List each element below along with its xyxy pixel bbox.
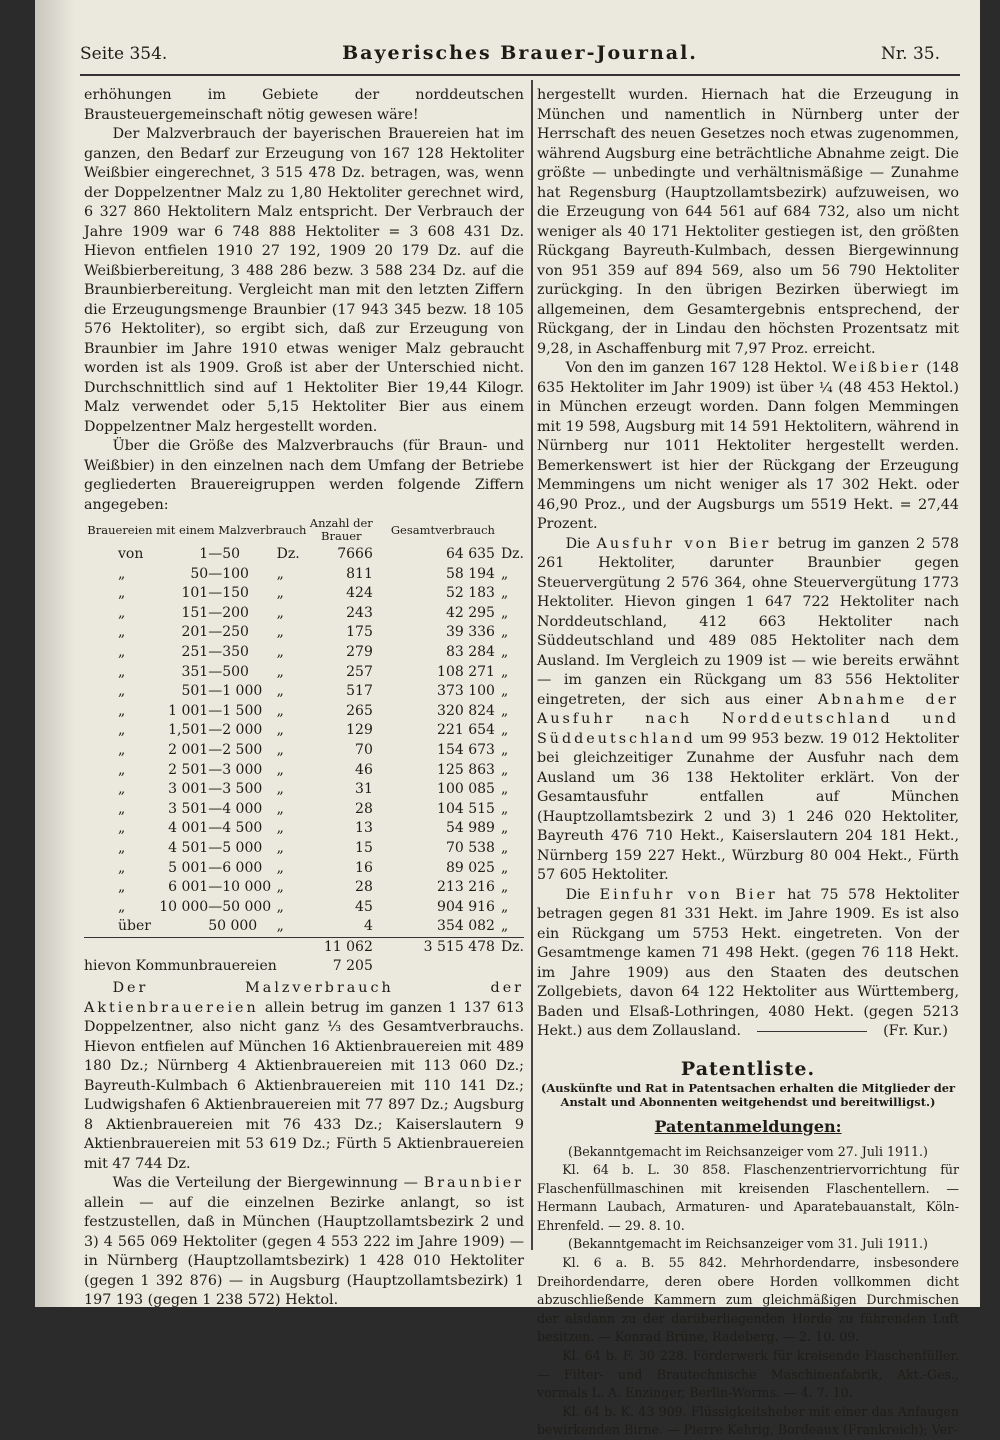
total-unit: „ xyxy=(495,819,524,839)
brewery-count: 4 xyxy=(310,917,391,937)
unit: „ xyxy=(277,859,310,879)
publication-note: (Bekanntgemacht im Reichsanzeiger vom 27. Juli 1911.) xyxy=(537,1143,959,1162)
total-consumption: 39 336 xyxy=(391,623,495,643)
table-row xyxy=(84,878,524,898)
total-unit: „ xyxy=(495,878,524,898)
table-row xyxy=(84,898,524,918)
table-row xyxy=(84,761,524,781)
row-prefix: „ xyxy=(84,565,156,585)
table-header-row xyxy=(84,517,524,545)
spaced-phrase: Abnahme der Ausfuhr nach Norddeutschland und Süddeutschland xyxy=(537,692,959,747)
total-unit: Dz. xyxy=(495,545,524,565)
range-from: 6 001 xyxy=(156,878,208,898)
patent-entry: Kl. 64 b. L. 30 858. Flaschenzentriervorrichtung für Flaschenfüllmaschinen mit kreisenden Flaschentellern. — Hermann Laubach, Armaturen- und Aparatebauanstalt, Köln-Ehrenfeld. — 29. 8. 10. xyxy=(537,1161,959,1235)
row-prefix: „ xyxy=(84,839,156,859)
range-from: 1,501 xyxy=(156,721,208,741)
brewery-count: 7666 xyxy=(310,545,391,565)
table-body xyxy=(84,545,524,937)
range-to: —3 500 xyxy=(208,780,276,800)
unit: „ xyxy=(277,917,310,937)
total-consumption: 64 635 xyxy=(391,545,495,565)
page-header xyxy=(80,42,960,70)
sum-count: 11 062 xyxy=(310,937,391,957)
header-rule xyxy=(80,74,960,76)
range-from: 151 xyxy=(156,604,208,624)
range-to: —2 500 xyxy=(208,741,276,761)
row-prefix: „ xyxy=(84,702,156,722)
row-prefix: „ xyxy=(84,761,156,781)
brewery-count: 129 xyxy=(310,721,391,741)
table-row xyxy=(84,917,524,937)
paragraph: erhöhungen im Gebiete der norddeutschen Brausteuergemeinschaft nötig gewesen wäre! xyxy=(84,86,524,125)
table-header: Brauereien mit einem Malzverbrauch xyxy=(84,517,310,545)
range-to: —4 000 xyxy=(208,800,276,820)
paragraph-text: (148 635 Hektoliter im Jahr 1909) ist über ¼ (48 453 Hektol.) in München erzeugt worden. Dann folgen Memmingen mit 19 598, Augsburg mit 14 591 Hektolitern, während in Nürnberg nur 1011 Hektoliter hergestellt werden. Bemerkenswert ist hier der Rückgang der Erzeugung Memmingens um nicht weniger als 17 302 Hekt. oder 46,90 Proz., und der Augsburgs um 5519 Hekt. = 27,44 Prozent. xyxy=(537,360,959,532)
unit: „ xyxy=(277,898,310,918)
total-consumption: 70 538 xyxy=(391,839,495,859)
unit: „ xyxy=(277,721,310,741)
table-row xyxy=(84,565,524,585)
range-to: —250 xyxy=(208,623,276,643)
table-header: Anzahl der Brauer xyxy=(310,517,391,545)
table-row xyxy=(84,604,524,624)
range-to: 50 000 xyxy=(208,917,276,937)
paragraph xyxy=(84,979,524,1174)
total-unit: „ xyxy=(495,643,524,663)
range-to: —200 xyxy=(208,604,276,624)
total-consumption: 373 100 xyxy=(391,682,495,702)
paragraph xyxy=(537,886,959,1042)
table-row xyxy=(84,623,524,643)
unit: „ xyxy=(277,839,310,859)
range-from: 501 xyxy=(156,682,208,702)
unit: „ xyxy=(277,663,310,683)
row-prefix: „ xyxy=(84,604,156,624)
range-from: 201 xyxy=(156,623,208,643)
paragraph-text: allein betrug im ganzen 1 137 613 Doppelzentner, also nicht ganz ⅓ des Gesamtverbrauchs. Hievon entfielen auf München 16 Aktienbrauereien mit 489 180 Dz.; Nürnberg 4 Aktienbrauereien mit 113 060 Dz.; Bayreuth-Kulmbach 6 Aktienbrauereien mit 110 141 Dz.; Ludwigshafen 6 Aktienbrauereien mit 77 897 Dz.; Augsburg 8 Aktienbrauereien mit 76 433 Dz.; Kaiserslautern 9 Aktienbrauereien mit 53 619 Dz.; Fürth 5 Aktienbrauereien mit 47 744 Dz. xyxy=(84,1000,524,1172)
kommun-label: hievon Kommunbrauereien xyxy=(84,957,310,977)
table-row xyxy=(84,721,524,741)
patent-entry: Kl. 64 b. F. 30 228. Förderwerk für kreisende Flaschenfüller. — Filter- und Brautechnische Maschinenfabrik, Akt.-Ges., vormals L. A. Enzinger, Berlin-Worms. — 4. 7. 10. xyxy=(537,1347,959,1403)
total-consumption: 221 654 xyxy=(391,721,495,741)
spaced-phrase: Ausfuhr von Bier xyxy=(597,536,772,552)
row-prefix: „ xyxy=(84,682,156,702)
unit: „ xyxy=(277,584,310,604)
unit: „ xyxy=(277,741,310,761)
range-to: —350 xyxy=(208,643,276,663)
unit: „ xyxy=(277,800,310,820)
table-row xyxy=(84,859,524,879)
brewery-count: 175 xyxy=(310,623,391,643)
spaced-phrase: Einfuhr von Bier xyxy=(600,887,778,903)
range-to: —1 000 xyxy=(208,682,276,702)
patent-entry: Kl. 64 b. K. 43 909. Flüssigkeitsheber mit einer das Anfaugen bewirkenden Birne. — Pierre Kehrig, Bordeaux (Frankreich); Ver- xyxy=(537,1403,959,1440)
paragraph: Über die Größe des Malzverbrauchs (für Braun- und Weißbier) in den einzelnen nach dem Umfang der Betriebe gegliederten Brauereigruppen werden folgende Ziffern angegeben: xyxy=(84,437,524,515)
range-from: 251 xyxy=(156,643,208,663)
range-to: —4 500 xyxy=(208,819,276,839)
total-unit: „ xyxy=(495,839,524,859)
total-unit: „ xyxy=(495,741,524,761)
paragraph xyxy=(537,535,959,886)
column-separator xyxy=(531,80,533,1250)
brewery-count: 70 xyxy=(310,741,391,761)
total-unit: „ xyxy=(495,761,524,781)
range-from: 4 001 xyxy=(156,819,208,839)
total-unit: „ xyxy=(495,604,524,624)
total-unit: „ xyxy=(495,898,524,918)
range-to: —3 000 xyxy=(208,761,276,781)
divider-line xyxy=(757,1031,867,1032)
table-row xyxy=(84,663,524,683)
brewery-count: 46 xyxy=(310,761,391,781)
total-unit: „ xyxy=(495,859,524,879)
brewery-count: 28 xyxy=(310,800,391,820)
patent-applications-heading: Patentanmeldungen: xyxy=(537,1117,959,1137)
total-unit: „ xyxy=(495,721,524,741)
page-gutter-shadow xyxy=(35,0,75,1307)
row-prefix: „ xyxy=(84,663,156,683)
range-from: 1 001 xyxy=(156,702,208,722)
total-consumption: 54 989 xyxy=(391,819,495,839)
brewery-count: 45 xyxy=(310,898,391,918)
unit: „ xyxy=(277,623,310,643)
brewery-count: 13 xyxy=(310,819,391,839)
paragraph: Der Malzverbrauch der bayerischen Brauereien hat im ganzen, den Bedarf zur Erzeugung von 167 128 Hektoliter Weißbier eingerechnet, 3 515 478 Dz. betragen, was, wenn der Doppelzentner Malz zu 1,80 Hektoliter gerechnet wird, 6 327 860 Hektolitern Malz entspricht. Der Verbrauch der Jahre 1909 war 6 748 888 Hektoliter = 3 608 431 Dz. Hievon entfielen 1910 27 192, 1909 20 179 Dz. auf die Weißbierbereitung, 3 488 286 bezw. 3 588 234 Dz. auf die Braunbierbereitung. Vergleicht man mit den letzten Ziffern die Erzeugungsmenge Braunbier (17 943 345 bezw. 18 105 576 Hektoliter), so ergibt sich, daß zur Erzeugung von Braunbier im Jahre 1910 etwas weniger Malz gebraucht worden ist als 1909. Groß ist aber der Unterschied nicht. Durchschnittlich sind auf 1 Hektoliter Bier 19,44 Kilogr. Malz verwendet oder 5,15 Hektoliter Bier aus einem Doppelzentner Malz hergestellt worden. xyxy=(84,125,524,437)
table-sum-row xyxy=(84,937,524,957)
row-prefix: „ xyxy=(84,623,156,643)
total-unit: „ xyxy=(495,702,524,722)
table-row xyxy=(84,584,524,604)
total-consumption: 125 863 xyxy=(391,761,495,781)
total-unit: „ xyxy=(495,584,524,604)
sum-unit: Dz. xyxy=(495,937,524,957)
range-to: —10 000 xyxy=(208,878,276,898)
total-consumption: 354 082 xyxy=(391,917,495,937)
range-from: 3 501 xyxy=(156,800,208,820)
paragraph-text: allein — auf die einzelnen Bezirke anlangt, so ist festzustellen, daß in München (Hauptzollamtsbezirk 2 und 3) 4 565 069 Hektoliter (gegen 4 553 222 im Jahre 1909) — in Nürnberg (Hauptzollamtsbezirk) 1 428 010 Hektoliter (gegen 1 392 876) — in Augsburg (Hauptzollamtsbezirk) 1 197 193 (gegen 1 238 572) Hektol. xyxy=(84,1195,524,1309)
total-unit: „ xyxy=(495,917,524,937)
table-row xyxy=(84,702,524,722)
paragraph-text: Die xyxy=(566,887,591,903)
patent-note: (Auskünfte und Rat in Patentsachen erhalten die Mitglieder der Anstalt und Abonnenten weitgehendst und bereitwilligst.) xyxy=(537,1081,959,1109)
row-prefix: „ xyxy=(84,859,156,879)
unit: „ xyxy=(277,819,310,839)
row-prefix: „ xyxy=(84,800,156,820)
range-from: 101 xyxy=(156,584,208,604)
total-consumption: 58 194 xyxy=(391,565,495,585)
total-consumption: 213 216 xyxy=(391,878,495,898)
range-to: —6 000 xyxy=(208,859,276,879)
right-column xyxy=(537,86,959,1440)
unit: „ xyxy=(277,761,310,781)
range-from: 3 001 xyxy=(156,780,208,800)
range-from: 351 xyxy=(156,663,208,683)
patent-list-title: Patentliste. xyxy=(537,1060,959,1080)
row-prefix: von xyxy=(84,545,156,565)
brewery-count: 15 xyxy=(310,839,391,859)
sum-total: 3 515 478 xyxy=(391,937,495,957)
total-consumption: 904 916 xyxy=(391,898,495,918)
unit: „ xyxy=(277,702,310,722)
unit: „ xyxy=(277,780,310,800)
unit: „ xyxy=(277,878,310,898)
range-from: 2 501 xyxy=(156,761,208,781)
unit: „ xyxy=(277,604,310,624)
row-prefix: „ xyxy=(84,878,156,898)
total-consumption: 52 183 xyxy=(391,584,495,604)
range-to: —1 500 xyxy=(208,702,276,722)
range-from: 2 001 xyxy=(156,741,208,761)
table-row xyxy=(84,682,524,702)
malt-consumption-table xyxy=(84,517,524,977)
total-consumption: 89 025 xyxy=(391,859,495,879)
row-prefix: „ xyxy=(84,819,156,839)
spaced-phrase: Weißbier xyxy=(832,360,921,376)
paragraph-text: um 99 953 bezw. 19 012 Hektoliter bei gleichzeitiger Zunahme der Ausfuhr nach dem Ausland um 36 138 Hektoliter erklärt. Von der Gesamtausfuhr entfallen auf München (Hauptzollamtsbezirk 2 und 3) 1 246 020 Hektoliter, Bayreuth 476 710 Hekt., Kaiserslautern 204 181 Hekt., Nürnberg 159 227 Hekt., Würzburg 80 004 Hekt., Fürth 57 605 Hektoliter. xyxy=(537,731,959,884)
range-to: —50 xyxy=(208,545,276,565)
unit: „ xyxy=(277,565,310,585)
table-row xyxy=(84,800,524,820)
total-consumption: 100 085 xyxy=(391,780,495,800)
unit: Dz. xyxy=(277,545,310,565)
brewery-count: 811 xyxy=(310,565,391,585)
paragraph-text: hat 75 578 Hektoliter betragen gegen 81 331 Hekt. im Jahre 1909. Es ist also ein Rückgang um 5753 Hekt. eingetreten. Von der Gesamtmenge kamen 71 498 Hekt. (gegen 76 118 Hekt. im Jahre 1909) aus den Staaten des deutschen Zollgebiets, davon 64 122 Hektoliter aus Württemberg, Baden und Elsaß-Lothringen, 4080 Hekt. (gegen 5213 Hekt.) aus dem Zollausland. xyxy=(537,887,959,1040)
row-prefix: „ xyxy=(84,780,156,800)
brewery-count: 279 xyxy=(310,643,391,663)
total-consumption: 154 673 xyxy=(391,741,495,761)
row-prefix: „ xyxy=(84,584,156,604)
brewery-count: 424 xyxy=(310,584,391,604)
spaced-phrase: Braunbier xyxy=(424,1175,524,1191)
total-consumption: 108 271 xyxy=(391,663,495,683)
row-prefix: „ xyxy=(84,898,156,918)
range-to: —2 000 xyxy=(208,721,276,741)
table-row xyxy=(84,741,524,761)
range-to: —500 xyxy=(208,663,276,683)
range-from xyxy=(156,917,208,937)
range-from: 5 001 xyxy=(156,859,208,879)
paragraph-text: Was die Verteilung der Biergewinnung — xyxy=(113,1175,418,1191)
range-to: —5 000 xyxy=(208,839,276,859)
total-consumption: 320 824 xyxy=(391,702,495,722)
issue-number: Nr. 35. xyxy=(881,44,940,64)
range-to: —150 xyxy=(208,584,276,604)
total-unit: „ xyxy=(495,800,524,820)
total-unit: „ xyxy=(495,623,524,643)
table-row xyxy=(84,780,524,800)
range-to: —50 000 xyxy=(208,898,276,918)
brewery-count: 257 xyxy=(310,663,391,683)
unit: „ xyxy=(277,643,310,663)
brewery-count: 243 xyxy=(310,604,391,624)
brewery-count: 16 xyxy=(310,859,391,879)
paragraph-text: Von den im ganzen 167 128 Hektol. xyxy=(566,360,827,376)
left-column xyxy=(84,86,524,1311)
paragraph-text: betrug im ganzen 2 578 261 Hektoliter, darunter Braunbier gegen Steuervergütung 2 576 364, ohne Steuervergütung 1773 Hektoliter. Hievon gingen 1 647 722 Hektoliter nach Norddeutschland, 412 663 Hektoliter nach Süddeutschland und 489 085 Hektoliter nach dem Ausland. Im Vergleich zu 1909 ist — wie bereits erwähnt — im ganzen ein Rückgang um 83 556 Hektoliter eingetreten, der sich aus einer xyxy=(537,536,959,708)
paragraph xyxy=(537,359,959,535)
kommun-row xyxy=(84,957,524,977)
kommun-count: 7 205 xyxy=(310,957,391,977)
total-consumption: 83 284 xyxy=(391,643,495,663)
range-from: 10 000 xyxy=(156,898,208,918)
total-unit: „ xyxy=(495,663,524,683)
table-row xyxy=(84,819,524,839)
patent-entry: Kl. 6 a. B. 55 842. Mehrhordendarre, insbesondere Dreihordendarre, deren obere Horden vollkommen dicht abzuschließende Kammern zum gleichmäßigen Durchmischen der alsdann zu der darüberliegenden Horde zu führenden Luft besitzen. — Konrad Brüne, Radeberg. — 2. 10. 09. xyxy=(537,1254,959,1347)
signature: (Fr. Kur.) xyxy=(883,1023,948,1039)
row-prefix: „ xyxy=(84,741,156,761)
range-from: 1 xyxy=(156,545,208,565)
brewery-count: 28 xyxy=(310,878,391,898)
spaced-phrase: Der Malzverbrauch der Aktienbrauereien xyxy=(84,980,524,1016)
paragraph: hergestellt wurden. Hiernach hat die Erzeugung in München und namentlich in Nürnberg unter der Herrschaft des neuen Gesetzes noch etwas zugenommen, während Augsburg eine beträchtliche Abnahme zeigt. Die größte — unbedingte und verhältnismäßige — Zunahme hat Regensburg (Hauptzollamtsbezirk) aufzuweisen, wo die Erzeugung von 644 561 auf 684 732, also um nicht weniger als 40 171 Hektoliter gestiegen ist, den größten Rückgang Bayreuth-Kulmbach, dessen Biergewinnung von 951 359 auf 894 569, also um 56 790 Hektoliter zurückging. In den übrigen Bezirken überwiegt im allgemeinen, dem Gesamtergebnis entsprechend, der Rückgang, der in Lindau den höchsten Prozentsatz mit 9,28, in Aschaffenburg mit 7,97 Proz. erreicht. xyxy=(537,86,959,359)
total-consumption: 104 515 xyxy=(391,800,495,820)
patent-entries xyxy=(537,1143,959,1440)
table-row xyxy=(84,545,524,565)
brewery-count: 265 xyxy=(310,702,391,722)
total-unit: „ xyxy=(495,780,524,800)
publication-note: (Bekanntgemacht im Reichsanzeiger vom 31. Juli 1911.) xyxy=(537,1235,959,1254)
page-number: Seite 354. xyxy=(80,44,167,64)
table-row xyxy=(84,839,524,859)
brewery-count: 31 xyxy=(310,780,391,800)
range-from: 4 501 xyxy=(156,839,208,859)
row-prefix: über xyxy=(84,917,156,937)
journal-title: Bayerisches Brauer-Journal. xyxy=(80,42,960,64)
paragraph-text: Die xyxy=(566,536,591,552)
table-row xyxy=(84,643,524,663)
total-unit: „ xyxy=(495,682,524,702)
row-prefix: „ xyxy=(84,721,156,741)
range-to: —100 xyxy=(208,565,276,585)
total-unit: „ xyxy=(495,565,524,585)
range-from: 50 xyxy=(156,565,208,585)
unit: „ xyxy=(277,682,310,702)
table-header: Gesamtverbrauch xyxy=(391,517,495,545)
total-consumption: 42 295 xyxy=(391,604,495,624)
row-prefix: „ xyxy=(84,643,156,663)
paragraph xyxy=(84,1174,524,1311)
brewery-count: 517 xyxy=(310,682,391,702)
